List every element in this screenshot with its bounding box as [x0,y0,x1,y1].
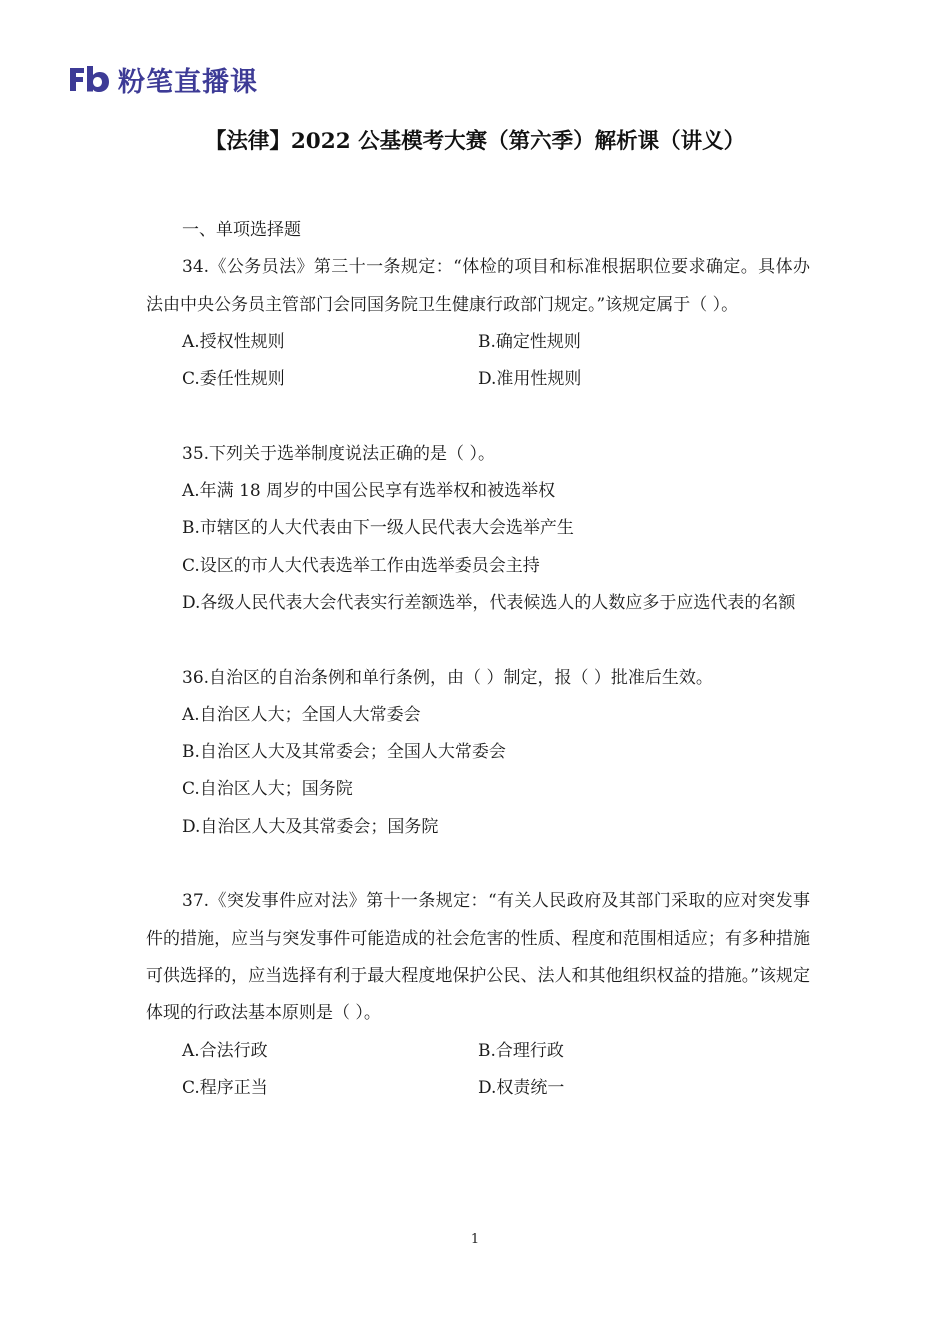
option-c: C.设区的市人大代表选举工作由选举委员会主持 [182,555,540,576]
question-stem: 35.下列关于选举制度说法正确的是（ ）。 [182,443,495,464]
option-b: B.自治区人大及其常委会；全国人大常委会 [182,742,506,763]
question-36 [146,660,810,846]
option-c: C.程序正当 [182,1077,268,1098]
question-34 [146,249,810,398]
document-title: 【法律】2022 公基模考大赛（第六季）解析课（讲义） [204,129,746,154]
option-c: C.委任性规则 [182,369,285,390]
document-body [146,212,810,1144]
page-number: 1 [470,1232,480,1247]
option-row [146,324,810,361]
question-stem: 34.《公务员法》第三十一条规定：“体检的项目和标准根据职位要求确定。具体办法由中央公务员主管部门会同国务院卫生健康行政部门规定。”该规定属于（ ）。 [146,257,810,315]
question-stem: 36.自治区的自治条例和单行条例，由（ ）制定，报（ ）批准后生效。 [182,667,713,688]
option-d: D.权责统一 [478,1077,565,1098]
option-row [146,361,810,398]
option-d: D.各级人民代表大会代表实行差额选举，代表候选人的人数应多于应选代表的名额 [182,592,796,613]
option-b: B.市辖区的人大代表由下一级人民代表大会选举产生 [182,518,574,539]
option-row [146,1033,810,1070]
section-heading: 一、单项选择题 [182,220,301,240]
question-35 [146,436,810,622]
option-a: A.授权性规则 [182,331,285,352]
option-row [146,1070,810,1107]
option-d: D.自治区人大及其常委会；国务院 [182,816,439,837]
logo-text: 粉笔直播课 [118,66,258,98]
fb-logo-icon [68,64,110,94]
question-37 [146,883,810,1107]
option-a: A.合法行政 [182,1040,268,1061]
option-b: B.确定性规则 [478,331,581,352]
question-stem: 37.《突发事件应对法》第十一条规定：“有关人民政府及其部门采取的应对突发事件的措施，应当与突发事件可能造成的社会危害的性质、程度和范围相适应；有多种措施可供选择的，应当选择有利于最大程度地保护公民、法人和其他组织权益的措施。”该规定体现的行政法基本原则是（ ）。 [146,891,810,1024]
option-d: D.准用性规则 [478,369,582,390]
option-c: C.自治区人大；国务院 [182,779,353,800]
brand-logo [68,62,258,96]
option-a: A.自治区人大；全国人大常委会 [182,704,421,725]
option-a: A.年满 18 周岁的中国公民享有选举权和被选举权 [182,481,556,502]
option-b: B.合理行政 [478,1040,564,1061]
